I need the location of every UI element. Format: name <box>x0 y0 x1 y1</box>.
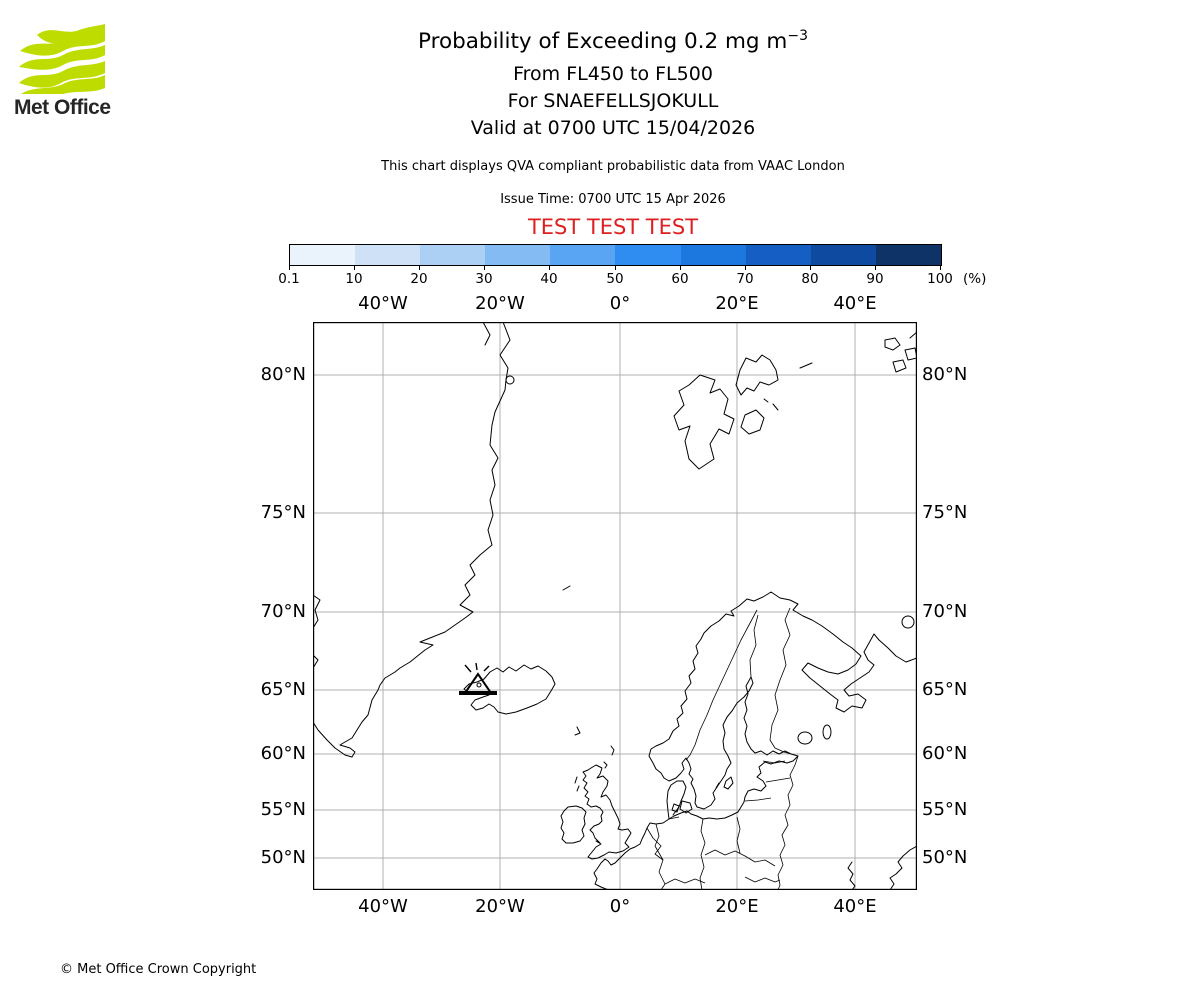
lat-label-right: 50°N <box>922 847 968 868</box>
colorbar-segment <box>485 245 550 265</box>
colorbar-segment <box>420 245 485 265</box>
graticule <box>313 322 917 890</box>
colorbar-label: 0.1 <box>278 271 300 287</box>
colorbar-unit: (%) <box>963 271 987 287</box>
subtitle-volcano: For SNAEFELLSJOKULL <box>507 90 719 112</box>
lat-label-right: 80°N <box>922 364 968 385</box>
lat-label-right: 75°N <box>922 502 968 523</box>
probability-colorbar <box>289 244 942 266</box>
issue-time: Issue Time: 0700 UTC 15 Apr 2026 <box>500 192 726 207</box>
lon-label-bottom: 0° <box>609 896 631 917</box>
met-office-wordmark: Met Office <box>14 96 111 119</box>
page-title: Probability of Exceeding 0.2 mg $m^{-3}$ <box>417 28 808 55</box>
subtitle-flight-levels: From FL450 to FL500 <box>513 63 713 85</box>
colorbar-tick <box>875 266 876 270</box>
colorbar-tick <box>680 266 681 270</box>
colorbar-segment <box>876 245 941 265</box>
lat-label-right: 60°N <box>922 743 968 764</box>
map-panel <box>313 322 917 890</box>
lon-label-bottom: 20°W <box>475 896 525 917</box>
colorbar-segment <box>615 245 680 265</box>
chart-description: This chart displays QVA compliant probabilistic data from VAAC London <box>381 159 845 174</box>
lat-label-left: 50°N <box>260 847 306 868</box>
lon-label-top: 20°W <box>475 293 525 314</box>
colorbar-label: 100 <box>927 271 953 287</box>
lon-label-top: 40°E <box>833 293 877 314</box>
colorbar-tick <box>745 266 746 270</box>
colorbar-tick <box>810 266 811 270</box>
colorbar-segment <box>746 245 811 265</box>
test-banner: TEST TEST TEST <box>527 215 699 239</box>
country-borders <box>647 608 798 890</box>
lon-label-top: 0° <box>609 293 631 314</box>
colorbar-tick <box>549 266 550 270</box>
title-exponent: −3 <box>787 28 808 44</box>
colorbar-label: 20 <box>410 271 428 287</box>
colorbar-label: 40 <box>540 271 558 287</box>
lon-label-top: 40°W <box>358 293 408 314</box>
lon-label-bottom: 40°E <box>833 896 877 917</box>
colorbar-tick <box>419 266 420 270</box>
colorbar-tick <box>940 266 941 270</box>
colorbar-tick <box>484 266 485 270</box>
lat-label-left: 60°N <box>260 743 306 764</box>
colorbar-segment <box>355 245 420 265</box>
colorbar-tick <box>289 266 290 270</box>
lat-label-left: 75°N <box>260 502 306 523</box>
coastlines <box>313 322 917 890</box>
lon-label-bottom: 40°W <box>358 896 408 917</box>
lat-label-right: 70°N <box>922 601 968 622</box>
colorbar-segment <box>550 245 615 265</box>
lat-label-left: 65°N <box>260 679 306 700</box>
colorbar-tick <box>615 266 616 270</box>
lat-label-right: 55°N <box>922 799 968 820</box>
colorbar-label: 50 <box>606 271 624 287</box>
colorbar-segment <box>811 245 876 265</box>
subtitle-valid-time: Valid at 0700 UTC 15/04/2026 <box>470 117 756 139</box>
lat-label-right: 65°N <box>922 679 968 700</box>
colorbar-tick <box>354 266 355 270</box>
lat-label-left: 70°N <box>260 601 306 622</box>
lon-label-top: 20°E <box>715 293 759 314</box>
colorbar-label: 10 <box>345 271 363 287</box>
colorbar-label: 90 <box>866 271 884 287</box>
colorbar-segment <box>681 245 746 265</box>
colorbar-label: 30 <box>475 271 493 287</box>
colorbar-label: 80 <box>801 271 819 287</box>
map-frame <box>314 323 917 890</box>
lat-label-left: 80°N <box>260 364 306 385</box>
colorbar-segment <box>290 245 355 265</box>
colorbar-label: 60 <box>671 271 689 287</box>
lon-label-bottom: 20°E <box>715 896 759 917</box>
colorbar-label: 70 <box>736 271 754 287</box>
lat-label-left: 55°N <box>260 799 306 820</box>
copyright-notice: © Met Office Crown Copyright <box>60 962 257 977</box>
